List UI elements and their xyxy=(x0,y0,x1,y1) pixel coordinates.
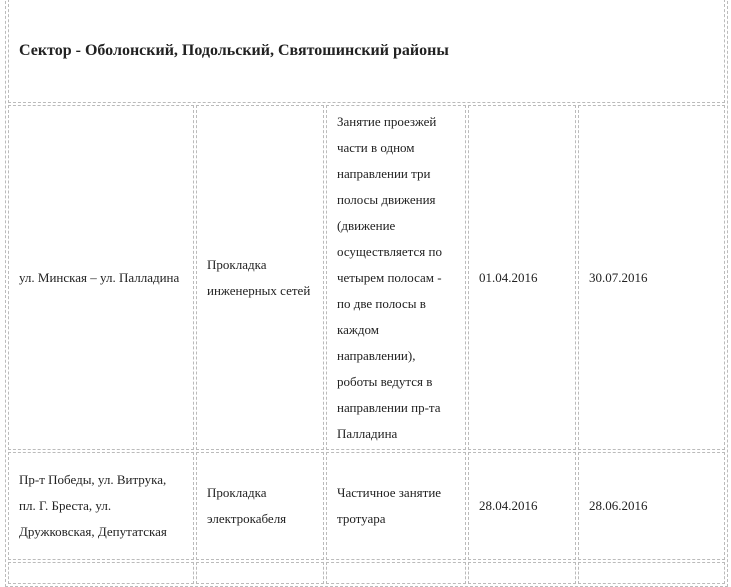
cell xyxy=(326,562,466,584)
cell xyxy=(468,562,576,584)
end-date-cell: 28.06.2016 xyxy=(578,452,725,560)
table-row xyxy=(8,452,725,560)
start-date-cell: 01.04.2016 xyxy=(468,105,576,450)
work-cell: Прокладка электрокабеля xyxy=(196,452,324,560)
work-cell: Прокладка инженерных сетей xyxy=(196,105,324,450)
table-row-partial xyxy=(8,562,725,584)
restriction-cell: Занятие проезжей части в одном направлении три полосы движения (движение осуществляется по четырем полосам - по две полосы в каждом направлении), роботы ведутся в направлении пр-та Палладина xyxy=(326,105,466,450)
restriction-cell: Частичное занятие тротуара xyxy=(326,452,466,560)
end-date-cell: 30.07.2016 xyxy=(578,105,725,450)
roadworks-table xyxy=(5,0,728,587)
location-cell: Пр-т Победы, ул. Витрука, пл. Г. Бреста, ул. Дружковская, Депутатская xyxy=(8,452,194,560)
cell xyxy=(8,562,194,584)
sector-header-row xyxy=(8,0,725,103)
start-date-cell: 28.04.2016 xyxy=(468,452,576,560)
cell xyxy=(196,562,324,584)
location-cell: ул. Минская – ул. Палладина xyxy=(8,105,194,450)
table-row xyxy=(8,105,725,450)
sector-title: Сектор - Оболонский, Подольский, Святошинский районы xyxy=(8,0,725,103)
cell xyxy=(578,562,725,584)
